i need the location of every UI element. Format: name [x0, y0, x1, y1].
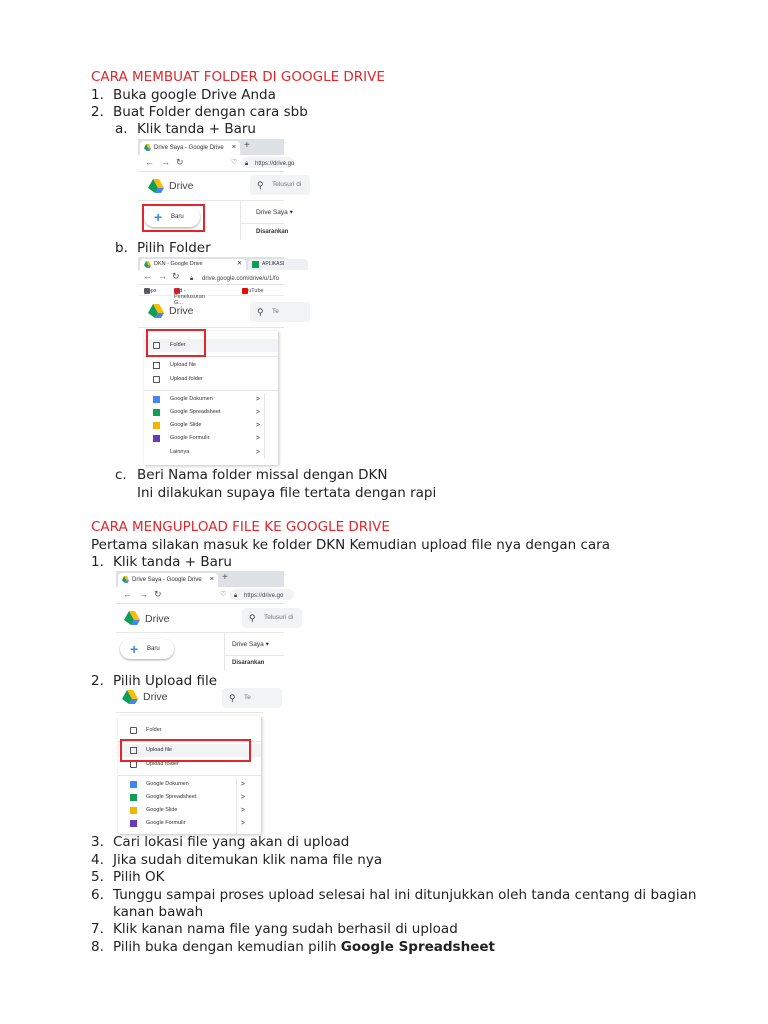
divider: [138, 327, 284, 328]
step-number: 7.: [91, 921, 104, 937]
back-icon[interactable]: ←: [123, 589, 132, 599]
forms-icon: [153, 435, 160, 442]
step-text: Klik tanda + Baru: [113, 554, 232, 570]
substep-letter: b.: [115, 240, 128, 256]
step-text: Pilih OK: [113, 869, 165, 885]
step-text-continued: kanan bawah: [113, 904, 204, 920]
browser-nav-bar: [138, 155, 295, 172]
step-number: 3.: [91, 834, 104, 850]
docs-icon: [153, 396, 160, 403]
chevron-right-icon: >: [255, 449, 260, 456]
menu-item-google-sheets[interactable]: [144, 406, 278, 419]
menu-item-upload-folder[interactable]: [144, 373, 278, 386]
plus-icon: +: [154, 209, 163, 225]
docs-icon: [130, 781, 137, 788]
step-text: Buka google Drive Anda: [113, 87, 276, 103]
address-bar[interactable]: [186, 272, 294, 282]
my-drive-label[interactable]: [232, 640, 269, 648]
chevron-right-icon: >: [240, 781, 245, 788]
step-number: 6.: [91, 887, 104, 903]
drive-favicon-icon: [144, 261, 151, 268]
tab-title: DKN - Google Drive: [154, 261, 203, 267]
menu-item-label: Google Dokumen: [170, 396, 213, 402]
screenshot-folder-menu: [138, 257, 284, 468]
tracking-icon[interactable]: ♡: [220, 591, 227, 598]
highlight-box: [142, 204, 205, 232]
reload-icon[interactable]: ↻: [176, 157, 184, 167]
drive-label: Drive: [143, 691, 168, 703]
folder-icon: [130, 727, 137, 734]
divider: [264, 393, 265, 459]
drive-label: Drive: [169, 180, 194, 192]
slides-icon: [130, 807, 137, 814]
step-number: 8.: [91, 939, 104, 955]
sheets-icon: [153, 409, 160, 416]
url-text: https://drive.go: [255, 161, 295, 167]
divider: [116, 712, 263, 713]
sheets-favicon-icon: [252, 261, 259, 268]
menu-item-label: Google Slide: [146, 807, 178, 813]
close-tab-icon[interactable]: ×: [209, 576, 214, 583]
chevron-right-icon: >: [240, 794, 245, 801]
divider: [224, 655, 284, 656]
menu-item-google-forms[interactable]: [118, 817, 261, 830]
browser-tab[interactable]: [140, 259, 246, 270]
bookmark-label: siid - Penelusuran G...: [174, 288, 205, 306]
substep-letter: a.: [115, 121, 128, 137]
drive-label: Drive: [145, 613, 170, 625]
step-text-part: Pilih buka dengan kemudian pilih: [113, 939, 341, 955]
lock-icon: 🔒︎: [190, 276, 194, 282]
menu-item-label: Folder: [170, 342, 186, 348]
bookmarks-bar: [138, 284, 284, 306]
menu-item-google-forms[interactable]: [144, 432, 278, 445]
lock-icon: 🔒︎: [234, 593, 238, 599]
intro-text: Pertama silakan masuk ke folder DKN Kemudian upload file nya dengan cara: [91, 537, 610, 553]
step-text: Klik kanan nama file yang sudah berhasil di upload: [113, 921, 458, 937]
forms-icon: [130, 820, 137, 827]
back-icon[interactable]: ←: [145, 157, 154, 167]
divider: [138, 200, 284, 201]
menu-item-google-docs[interactable]: [118, 778, 261, 791]
menu-item-label: Upload folder: [170, 376, 203, 382]
sheets-icon: [130, 794, 137, 801]
screenshot-new-button-2: [116, 571, 294, 671]
new-button-label: Baru: [171, 214, 184, 220]
step-number: 2.: [91, 673, 104, 689]
forward-icon[interactable]: →: [158, 271, 167, 281]
close-tab-icon[interactable]: ✕: [236, 261, 242, 267]
caret-down-icon: ▾: [289, 209, 293, 216]
substep-text: Klik tanda + Baru: [137, 121, 256, 137]
divider: [240, 200, 241, 240]
search-input[interactable]: [242, 608, 302, 628]
tab-title: Drive Saya - Google Drive: [132, 577, 202, 583]
menu-item-label: Upload file: [170, 362, 196, 368]
app-name-bold: Google Spreadsheet: [340, 939, 495, 955]
browser-tab-bar: [116, 571, 284, 587]
search-input[interactable]: [250, 302, 310, 322]
highlight-box: [120, 739, 251, 762]
bookmark-label: YouTube: [242, 288, 264, 294]
divider: [144, 390, 278, 391]
url-text: https://drive.go: [244, 593, 284, 599]
chevron-right-icon: >: [255, 422, 260, 429]
step-number: 5.: [91, 869, 104, 885]
new-button-label: Baru: [147, 646, 160, 652]
substep-text-continued: Ini dilakukan supaya file tertata dengan rapi: [137, 485, 437, 501]
back-icon[interactable]: ←: [143, 271, 152, 281]
drive-favicon-icon: [144, 144, 151, 151]
search-placeholder: Te: [244, 694, 251, 701]
step-number: 1.: [91, 87, 104, 103]
my-drive-text: Drive Saya: [256, 209, 288, 216]
search-icon: ⚲: [257, 180, 264, 190]
forward-icon[interactable]: →: [161, 157, 170, 167]
menu-item-label: Google Spreadsheet: [146, 794, 197, 800]
menu-item-label: Google Formulir: [146, 820, 186, 826]
chevron-right-icon: >: [255, 409, 260, 416]
browser-tab-bar: [138, 139, 284, 155]
screenshot-new-button: [138, 139, 302, 240]
menu-item-label: Upload file: [146, 747, 172, 753]
drive-logo-icon: [124, 611, 140, 625]
plus-icon: +: [130, 641, 139, 657]
forward-icon[interactable]: →: [139, 589, 148, 599]
reload-icon[interactable]: ↻: [154, 589, 162, 599]
address-bar[interactable]: [241, 157, 294, 168]
drive-logo-icon: [122, 690, 138, 704]
highlight-box: [146, 329, 206, 357]
menu-item-label: Google Dokumen: [146, 781, 189, 787]
substep-text: Beri Nama folder missal dengan DKN: [137, 467, 388, 483]
step-number: 1.: [91, 554, 104, 570]
tab-title: Drive Saya - Google Drive: [154, 145, 224, 151]
folder-upload-icon: [153, 376, 160, 383]
browser-tab-bar: [138, 257, 284, 270]
search-icon: ⚲: [249, 613, 256, 623]
drive-logo-icon: [148, 179, 164, 193]
menu-item-google-slides[interactable]: [118, 804, 261, 817]
browser-tab[interactable]: [140, 141, 240, 155]
menu-item-google-slides[interactable]: [144, 419, 278, 432]
screenshot-upload-menu: [116, 690, 263, 834]
step-text: Jika sudah ditemukan klik nama file nya: [113, 852, 383, 868]
my-drive-label[interactable]: [256, 208, 293, 216]
divider: [118, 775, 261, 776]
chevron-right-icon: >: [255, 435, 260, 442]
reload-icon[interactable]: ↻: [172, 271, 180, 281]
divider: [116, 632, 284, 633]
address-bar[interactable]: [230, 589, 294, 600]
substep-letter: c.: [115, 467, 127, 483]
step-number: 4.: [91, 852, 104, 868]
chevron-right-icon: >: [240, 820, 245, 827]
new-menu: [118, 716, 261, 834]
menu-item-label: Folder: [146, 727, 162, 733]
bookmark-label: Apps: [144, 288, 157, 294]
search-icon: ⚲: [257, 307, 264, 317]
search-icon: ⚲: [229, 693, 236, 703]
menu-item-upload-file[interactable]: [144, 359, 278, 372]
search-placeholder: Telusuri di: [264, 614, 294, 621]
search-input[interactable]: [250, 175, 310, 195]
chevron-right-icon: >: [240, 807, 245, 814]
browser-tab[interactable]: [118, 573, 218, 587]
divider: [240, 223, 284, 224]
new-button[interactable]: [120, 639, 174, 659]
menu-item-label: Upload folder: [146, 761, 179, 767]
file-upload-icon: [153, 362, 160, 369]
tracking-icon[interactable]: ♡: [231, 159, 238, 166]
menu-item-folder[interactable]: [118, 724, 261, 737]
step-text: Pilih Upload file: [113, 673, 218, 689]
search-placeholder: Telusuri di: [272, 181, 302, 188]
suggested-label: Disarankan: [256, 229, 289, 235]
menu-item-label: Google Formulir: [170, 435, 210, 441]
tab-title: APLIKASI: [262, 261, 285, 267]
new-tab-icon[interactable]: +: [222, 572, 228, 583]
browser-tab[interactable]: [248, 259, 308, 270]
my-drive-text: Drive Saya: [232, 641, 264, 648]
step-number: 2.: [91, 104, 104, 120]
section-title: CARA MENGUPLOAD FILE KE GOOGLE DRIVE: [91, 519, 390, 535]
close-tab-icon[interactable]: ×: [231, 144, 236, 151]
drive-logo-icon: [148, 304, 164, 318]
browser-nav-bar: [116, 587, 284, 604]
folder-upload-icon: [130, 761, 137, 768]
step-text: Tunggu sampai proses upload selesai hal ini ditunjukkan oleh tanda centang di bagian: [113, 887, 697, 903]
step-text: Cari lokasi file yang akan di upload: [113, 834, 350, 850]
divider: [236, 778, 237, 834]
menu-item-label: Lainnya: [170, 449, 190, 455]
suggested-label: Disarankan: [232, 660, 265, 666]
divider: [224, 632, 225, 671]
lock-icon: 🔒︎: [245, 161, 249, 167]
drive-favicon-icon: [122, 576, 129, 583]
step-text: Buat Folder dengan cara sbb: [113, 104, 308, 120]
caret-down-icon: ▾: [265, 641, 269, 648]
browser-nav-bar: [138, 270, 284, 285]
menu-item-google-sheets[interactable]: [118, 791, 261, 804]
url-text: drive.google.com/drive/u/1/fo: [202, 276, 280, 282]
step-text: [113, 939, 495, 956]
slides-icon: [153, 422, 160, 429]
chevron-right-icon: >: [255, 396, 260, 403]
drive-label: Drive: [169, 305, 194, 317]
substep-text: Pilih Folder: [137, 240, 211, 256]
section-title: CARA MEMBUAT FOLDER DI GOOGLE DRIVE: [91, 69, 385, 85]
menu-item-label: Google Slide: [170, 422, 202, 428]
menu-item-google-docs[interactable]: [144, 393, 278, 406]
search-input[interactable]: [222, 688, 282, 708]
new-tab-icon[interactable]: +: [244, 140, 250, 151]
menu-item-label: Google Spreadsheet: [170, 409, 221, 415]
menu-item-more[interactable]: [144, 446, 278, 459]
search-placeholder: Te: [272, 308, 279, 315]
